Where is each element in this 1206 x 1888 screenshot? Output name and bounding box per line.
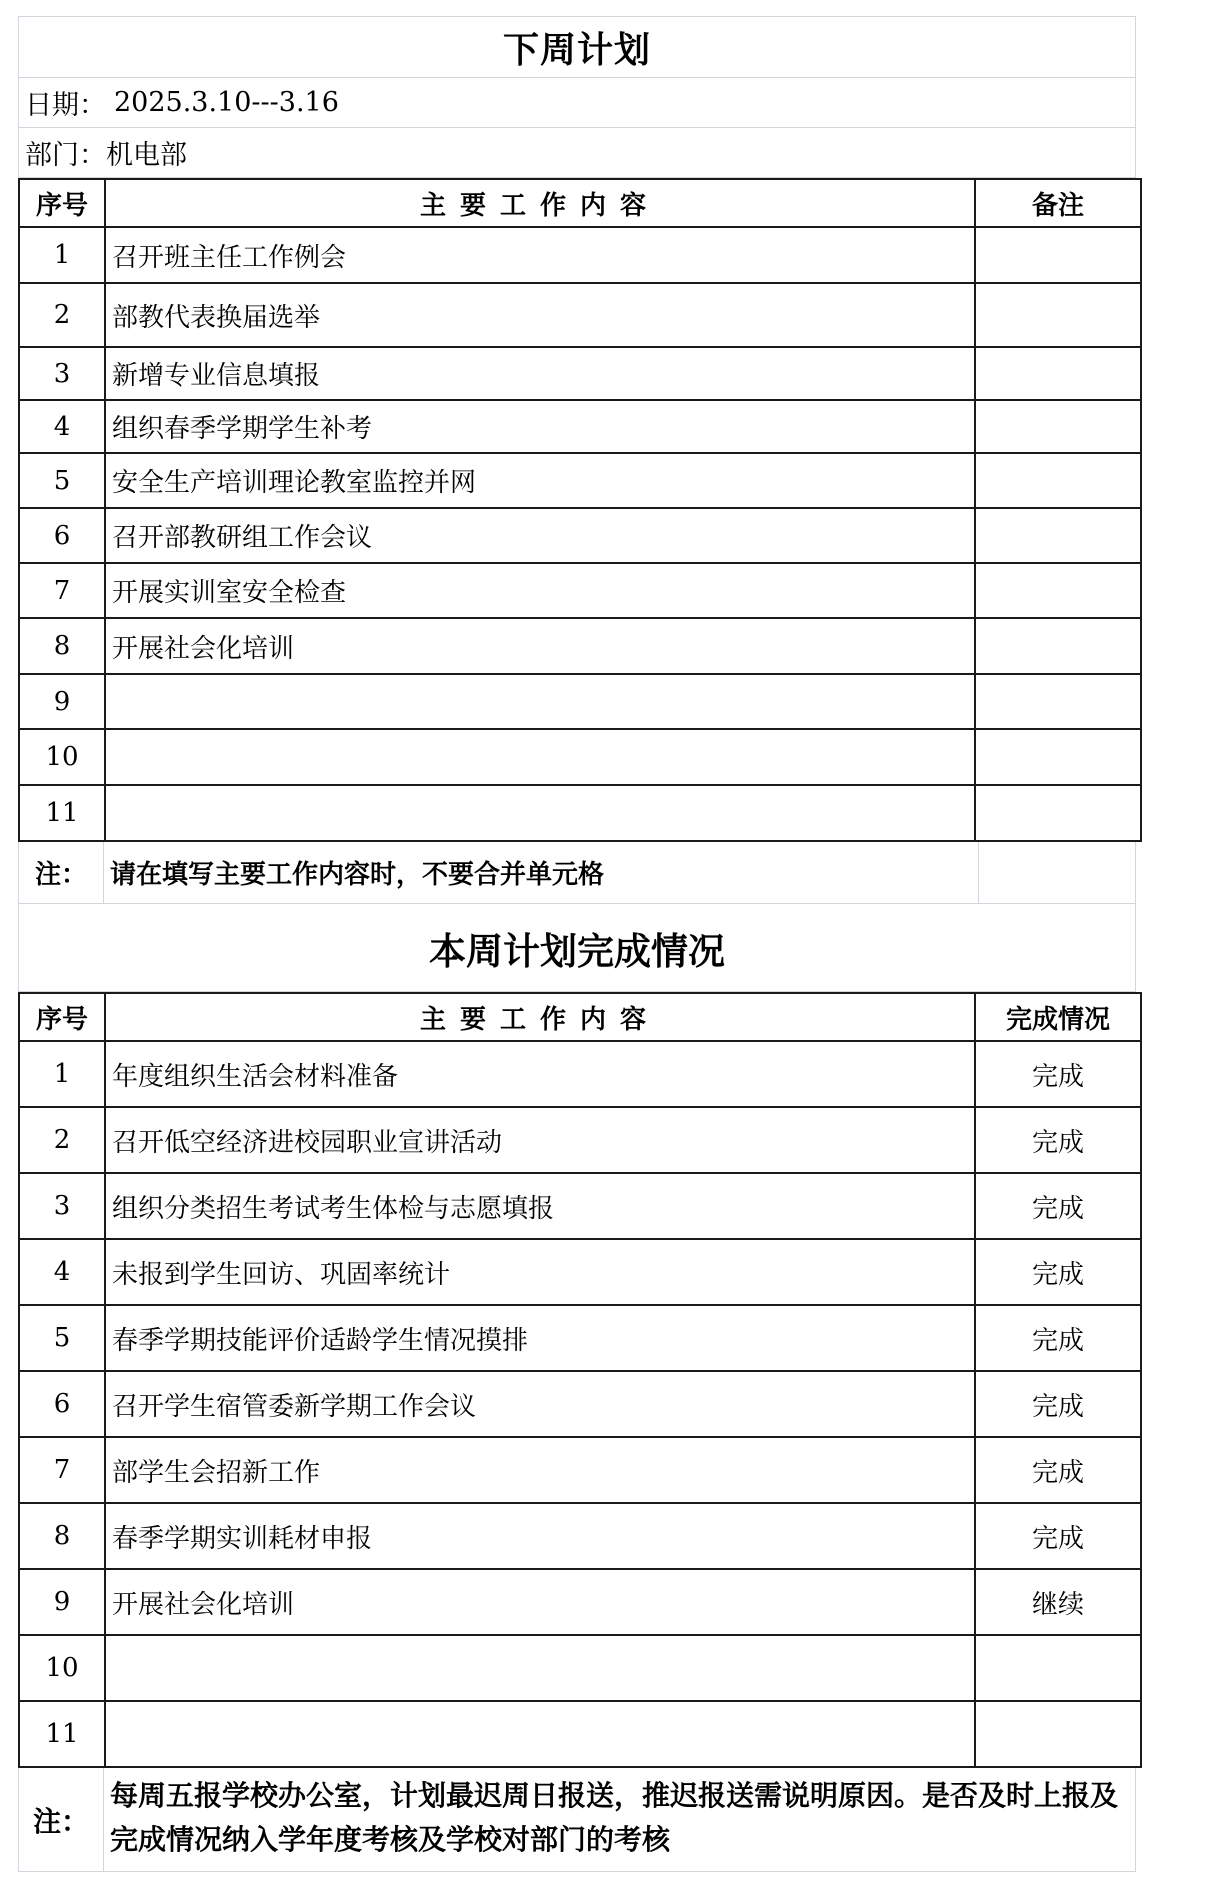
row-index: 4	[19, 400, 105, 453]
row-content: 组织分类招生考试考生体检与志愿填报	[105, 1173, 975, 1239]
row-status: 完成	[975, 1371, 1141, 1437]
row-index: 5	[19, 453, 105, 508]
row-index: 8	[19, 1503, 105, 1569]
this-week-table	[18, 992, 1142, 1768]
table-row	[19, 453, 1141, 508]
row-status: 继续	[975, 1569, 1141, 1635]
row-status: 完成	[975, 1239, 1141, 1305]
row-index: 10	[19, 729, 105, 785]
table-row	[19, 563, 1141, 618]
row-status: 完成	[975, 1503, 1141, 1569]
note-label: 注：	[19, 842, 104, 903]
row-content: 开展实训室安全检查	[105, 563, 975, 618]
row-status: 完成	[975, 1107, 1141, 1173]
table-row	[19, 674, 1141, 729]
row-content	[105, 674, 975, 729]
row-index: 7	[19, 1437, 105, 1503]
row-content: 组织春季学期学生补考	[105, 400, 975, 453]
row-content	[105, 1635, 975, 1701]
table-row	[19, 785, 1141, 841]
table-row	[19, 1503, 1141, 1569]
row-index: 1	[19, 1041, 105, 1107]
header-index: 序号	[19, 179, 105, 227]
next-week-note	[18, 842, 1136, 904]
table-row	[19, 1569, 1141, 1635]
next-week-title: 下周计划	[18, 16, 1136, 78]
row-content: 开展社会化培训	[105, 1569, 975, 1635]
table-row	[19, 1305, 1141, 1371]
department-row	[18, 128, 1136, 178]
row-remark	[975, 400, 1141, 453]
row-content: 召开低空经济进校园职业宣讲活动	[105, 1107, 975, 1173]
row-index: 6	[19, 508, 105, 563]
row-index: 7	[19, 563, 105, 618]
table-row	[19, 729, 1141, 785]
department-value: 机电部	[106, 140, 187, 171]
row-remark	[975, 508, 1141, 563]
row-index: 11	[19, 785, 105, 841]
row-index: 11	[19, 1701, 105, 1767]
row-status	[975, 1701, 1141, 1767]
table-row	[19, 618, 1141, 674]
row-content: 召开班主任工作例会	[105, 227, 975, 283]
row-content: 安全生产培训理论教室监控并网	[105, 453, 975, 508]
department-label: 部门：	[25, 140, 106, 171]
weekly-plan-sheet	[18, 16, 1136, 1872]
this-week-header-row	[19, 993, 1141, 1041]
row-index: 3	[19, 1173, 105, 1239]
row-index: 1	[19, 227, 105, 283]
row-remark	[975, 563, 1141, 618]
header-status: 完成情况	[975, 993, 1141, 1041]
date-value: 2025.3.10---3.16	[114, 87, 339, 118]
table-row	[19, 1173, 1141, 1239]
row-status: 完成	[975, 1041, 1141, 1107]
row-content: 未报到学生回访、巩固率统计	[105, 1239, 975, 1305]
this-week-note	[18, 1768, 1136, 1872]
row-index: 3	[19, 347, 105, 400]
note-text: 每周五报学校办公室，计划最迟周日报送，推迟报送需说明原因。是否及时上报及完成情况纳入学年度考核及学校对部门的考核	[110, 1779, 1119, 1856]
row-content: 年度组织生活会材料准备	[105, 1041, 975, 1107]
row-status: 完成	[975, 1305, 1141, 1371]
row-remark	[975, 785, 1141, 841]
row-content	[105, 1701, 975, 1767]
header-content: 主要工作内容	[105, 993, 975, 1041]
table-row	[19, 347, 1141, 400]
row-remark	[975, 674, 1141, 729]
row-content: 召开学生宿管委新学期工作会议	[105, 1371, 975, 1437]
table-row	[19, 283, 1141, 347]
row-status: 完成	[975, 1173, 1141, 1239]
row-index: 6	[19, 1371, 105, 1437]
row-remark	[975, 729, 1141, 785]
note-text: 请在填写主要工作内容时，不要合并单元格	[104, 842, 979, 903]
row-index: 2	[19, 283, 105, 347]
row-index: 4	[19, 1239, 105, 1305]
row-remark	[975, 283, 1141, 347]
row-content: 新增专业信息填报	[105, 347, 975, 400]
next-week-table	[18, 178, 1142, 842]
date-row	[18, 78, 1136, 128]
row-status	[975, 1635, 1141, 1701]
table-row	[19, 1107, 1141, 1173]
row-content: 春季学期实训耗材申报	[105, 1503, 975, 1569]
row-index: 8	[19, 618, 105, 674]
row-content	[105, 729, 975, 785]
row-content	[105, 785, 975, 841]
row-remark	[975, 227, 1141, 283]
date-label: 日期：	[25, 90, 106, 121]
table-row	[19, 1701, 1141, 1767]
row-index: 9	[19, 1569, 105, 1635]
row-content: 召开部教研组工作会议	[105, 508, 975, 563]
row-remark	[975, 453, 1141, 508]
note-label: 注：	[19, 1768, 104, 1871]
header-index: 序号	[19, 993, 105, 1041]
header-content: 主要工作内容	[105, 179, 975, 227]
row-index: 9	[19, 674, 105, 729]
table-row	[19, 227, 1141, 283]
next-week-header-row	[19, 179, 1141, 227]
table-row	[19, 1371, 1141, 1437]
row-remark	[975, 347, 1141, 400]
row-content: 部学生会招新工作	[105, 1437, 975, 1503]
header-remark: 备注	[975, 179, 1141, 227]
row-status: 完成	[975, 1437, 1141, 1503]
row-index: 10	[19, 1635, 105, 1701]
row-index: 5	[19, 1305, 105, 1371]
table-row	[19, 508, 1141, 563]
this-week-title: 本周计划完成情况	[18, 904, 1136, 992]
table-row	[19, 1635, 1141, 1701]
table-row	[19, 1041, 1141, 1107]
table-row	[19, 1239, 1141, 1305]
table-row	[19, 1437, 1141, 1503]
row-content: 开展社会化培训	[105, 618, 975, 674]
row-content: 春季学期技能评价适龄学生情况摸排	[105, 1305, 975, 1371]
row-remark	[975, 618, 1141, 674]
row-index: 2	[19, 1107, 105, 1173]
row-content: 部教代表换届选举	[105, 283, 975, 347]
table-row	[19, 400, 1141, 453]
